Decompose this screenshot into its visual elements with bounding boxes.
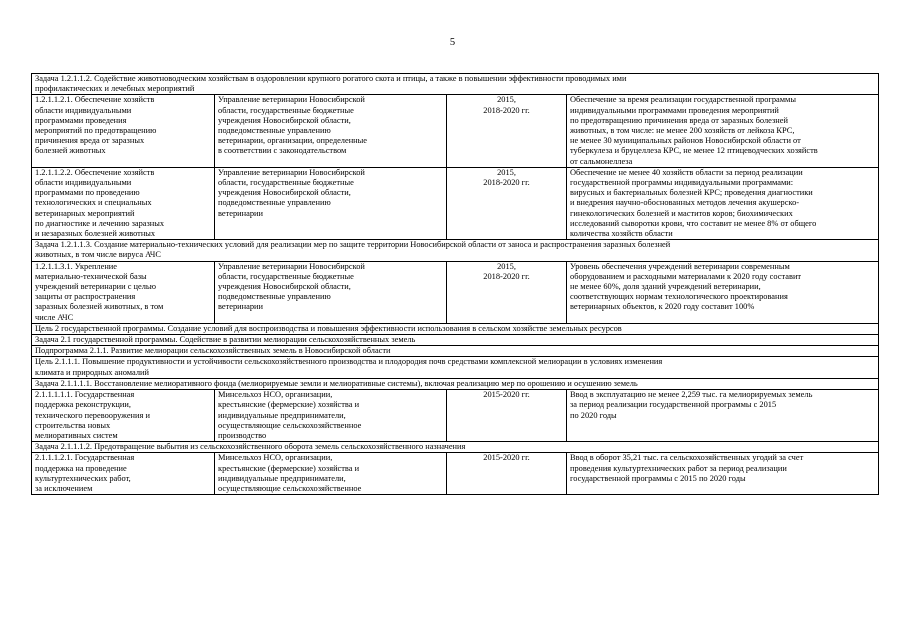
period-cell: 2015, 2018-2020 гг. xyxy=(447,261,567,323)
period-cell: 2015, 2018-2020 гг. xyxy=(447,167,567,239)
task-heading: Задача 2.1 государственной программы. Содействие в развитии мелиорации сельскохозяйственных земель xyxy=(32,335,879,346)
activity-cell: 2.1.1.1.2.1. Государственная поддержка на проведение культуртехнических работ, за исключением xyxy=(32,453,215,495)
executor-cell: Минсельхоз НСО, организации, крестьянские (фермерские) хозяйства и индивидуальные предприниматели, осуществляющие сельскохозяйственное производство xyxy=(215,390,447,442)
subprogram-heading: Подпрограмма 2.1.1. Развитие мелиорации сельскохозяйственных земель в Новосибирской области xyxy=(32,346,879,357)
table-row xyxy=(32,167,879,239)
result-cell: Ввод в оборот 35,21 тыс. га сельскохозяйственных угодий за счет проведения культуртехнических работ за период реализации государственной программы с 2015 по 2020 годы xyxy=(567,453,879,495)
goal-heading: Цель 2 государственной программы. Создание условий для воспроизводства и повышения эффективности использования в сельском хозяйстве земельных ресурсов xyxy=(32,323,879,334)
result-cell: Обеспечение не менее 40 хозяйств области за период реализации государственной программы индивидуальными программами: вирусных и бактериальных болезней КРС; проведения диагностики и внедрения научно-обоснованных методов лечения акушерско- гинекологических болезней и маститов коров; биохимических исследований сыворотки крови, что составит не менее 8% от общего количества хозяйств области xyxy=(567,167,879,239)
goal-row xyxy=(32,357,879,378)
activity-cell: 1.2.1.1.3.1. Укрепление материально-технической базы учреждений ветеринарии с целью защиты от распространения заразных болезней животных, в том числе АЧС xyxy=(32,261,215,323)
goal-row xyxy=(32,323,879,334)
task-row xyxy=(32,442,879,453)
activity-cell: 1.2.1.1.2.1. Обеспечение хозяйств области индивидуальными программами проведения мероприятий по предотвращению причинения вреда от заразных болезней животных xyxy=(32,95,215,167)
executor-cell: Управление ветеринарии Новосибирской области, государственные бюджетные учреждения Новосибирской области, подведомственные управлению ветеринарии xyxy=(215,167,447,239)
table-row xyxy=(32,261,879,323)
result-cell: Обеспечение за время реализации государственной программы индивидуальными программами проведения мероприятий по предотвращению причинения вреда от заразных болезней животных, в том числе: не менее 200 хозяйств от лейкоза КРС, не менее 30 муниципальных районов Новосибирской области от туберкулеза и бруцеллеза КРС, не менее 12 птицеводческих хозяйств от сальмонеллеза xyxy=(567,95,879,167)
period-cell: 2015-2020 гг. xyxy=(447,453,567,495)
task-heading: Задача 1.2.1.1.3. Создание материально-технических условий для реализации мер по защите территории Новосибирской области от заноса и распространения заразных болезней животных, в том числе вируса АЧС xyxy=(32,240,879,261)
table-row xyxy=(32,390,879,442)
subprogram-row xyxy=(32,346,879,357)
task-heading: Задача 2.1.1.1.1. Восстановление мелиоративного фонда (мелиорируемые земли и мелиоративные системы), включая реализацию мер по орошению и осушению земель xyxy=(32,378,879,389)
executor-cell: Минсельхоз НСО, организации, крестьянские (фермерские) хозяйства и индивидуальные предприниматели, осуществляющие сельскохозяйственное xyxy=(215,453,447,495)
goal-heading: Цель 2.1.1.1. Повышение продуктивности и устойчивости сельскохозяйственного производства и плодородия почв средствами комплексной мелиорации в условиях изменения климата и природных аномалий xyxy=(32,357,879,378)
table-row xyxy=(32,453,879,495)
task-heading: Задача 1.2.1.1.2. Содействие животноводческим хозяйствам в оздоровлении крупного рогатого скота и птицы, а также в повышении эффективности проводимых ими профилактических и лечебных мероприятий xyxy=(32,74,879,95)
task-row xyxy=(32,240,879,261)
task-row xyxy=(32,74,879,95)
activity-cell: 2.1.1.1.1.1. Государственная поддержка реконструкции, технического перевооружения и строительства новых мелиоративных систем xyxy=(32,390,215,442)
page-number: 5 xyxy=(449,37,456,48)
program-activities-table xyxy=(31,73,879,495)
result-cell: Ввод в эксплуатацию не менее 2,259 тыс. га мелиорируемых земель за период реализации государственной программы с 2015 по 2020 годы xyxy=(567,390,879,442)
activity-cell: 1.2.1.1.2.2. Обеспечение хозяйств области индивидуальными программами по проведению технологических и специальных ветеринарных мероприятий по диагностике и лечению заразных и незаразных болезней животных xyxy=(32,167,215,239)
result-cell: Уровень обеспечения учреждений ветеринарии современным оборудованием и расходными материалами к 2020 году составит не менее 60%, доля зданий учреждений ветеринарии, соответствующих нормам технологического проектирования ветеринарных объектов, к 2020 году составит 100% xyxy=(567,261,879,323)
executor-cell: Управление ветеринарии Новосибирской области, государственные бюджетные учреждения Новосибирской области, подведомственные управлению ветеринарии xyxy=(215,261,447,323)
task-row xyxy=(32,378,879,389)
period-cell: 2015, 2018-2020 гг. xyxy=(447,95,567,167)
task-row xyxy=(32,335,879,346)
table-row xyxy=(32,95,879,167)
executor-cell: Управление ветеринарии Новосибирской области, государственные бюджетные учреждения Новосибирской области, подведомственные управлению ветеринарии, организации, определенные в соответствии с законодательством xyxy=(215,95,447,167)
task-heading: Задача 2.1.1.1.2. Предотвращение выбытия из сельскохозяйственного оборота земель сельскохозяйственного назначения xyxy=(32,442,879,453)
period-cell: 2015-2020 гг. xyxy=(447,390,567,442)
